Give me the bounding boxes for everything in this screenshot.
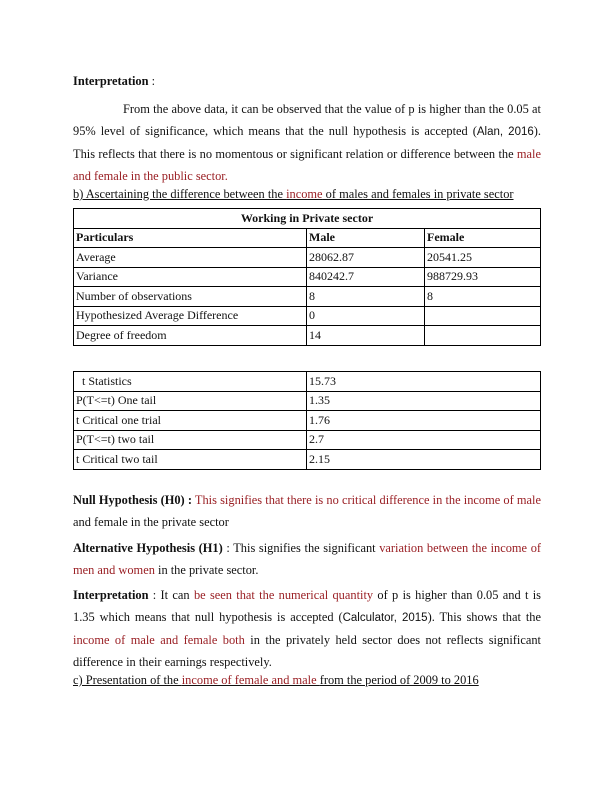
table-row <box>74 391 541 411</box>
null-hypothesis: Null Hypothesis (H0) : This signifies that there is no critical difference in the income of male and female in the private sector <box>73 493 541 529</box>
table-cell <box>425 326 541 346</box>
interpretation-1: Interpretation : From the above data, it can be observed that the value of p is higher than the 0.05 at 95% level of significance, which means that the null hypothesis is accepted (Alan, 2016). This reflects that there is no momentous or significant relation or difference between the male and female in the public sector. <box>73 74 541 183</box>
table-row <box>74 267 541 287</box>
table-cell: 8 <box>307 287 425 307</box>
table-cell: 20541.25 <box>425 248 541 268</box>
table-cell: t Critical one trial <box>74 411 307 431</box>
citation: Calculator, 2015 <box>342 612 428 624</box>
table-cell: P(T<=t) One tail <box>74 391 307 411</box>
table-cell: Number of observations <box>74 287 307 307</box>
table-cell: 1.76 <box>307 411 541 431</box>
table-row <box>74 372 541 392</box>
table-cell: Hypothesized Average Difference <box>74 306 307 326</box>
citation: Alan, 2016 <box>476 126 534 138</box>
table-cell <box>425 306 541 326</box>
table-cell: 988729.93 <box>425 267 541 287</box>
table-row <box>74 287 541 307</box>
table-cell: 14 <box>307 326 425 346</box>
alternative-hypothesis: Alternative Hypothesis (H1) : This signifies the significant variation between the income of men and women in the private sector. <box>73 541 542 577</box>
table-row <box>74 450 541 470</box>
table-cell: Degree of freedom <box>74 326 307 346</box>
table-cell: 15.73 <box>307 372 541 392</box>
table-cell: t Statistics <box>74 372 307 392</box>
table-cell: 0 <box>307 306 425 326</box>
table-row <box>74 326 541 346</box>
table-title: Working in Private sector <box>74 209 541 229</box>
table-cell: P(T<=t) two tail <box>74 430 307 450</box>
table-row <box>74 430 541 450</box>
t-test-table <box>73 371 541 470</box>
section-c-heading: c) Presentation of the income of female and male from the period of 2009 to 2016 <box>73 673 479 687</box>
table-row <box>74 411 541 431</box>
interpretation-2: Interpretation : It can be seen that the numerical quantity of p is higher than 0.05 and t is 1.35 which means that null hypothesis is accepted (Calculator, 2015). This shows that the income of male and female both in the privately held sector does not reflects significant difference in their earnings respectively. <box>73 588 542 669</box>
table-row <box>74 306 541 326</box>
heading: Interpretation <box>73 74 149 88</box>
private-sector-table: Working in Private sector Particulars Male Female Average 28062.87 20541.25 Variance 840242.7 988729.93 Number of observations 8 8 Hypothesized Average Difference 0 Degree of freedom 14 <box>73 208 541 346</box>
section-b-heading: b) Ascertaining the difference between the income of males and females in private sector <box>73 187 514 201</box>
table-cell: Variance <box>74 267 307 287</box>
table-row <box>74 248 541 268</box>
table-cell: 840242.7 <box>307 267 425 287</box>
table-cell: t Critical two tail <box>74 450 307 470</box>
table-cell: Average <box>74 248 307 268</box>
table-cell: 2.15 <box>307 450 541 470</box>
table-cell: 28062.87 <box>307 248 425 268</box>
table-cell: 1.35 <box>307 391 541 411</box>
table-cell: 2.7 <box>307 430 541 450</box>
table-cell: 8 <box>425 287 541 307</box>
